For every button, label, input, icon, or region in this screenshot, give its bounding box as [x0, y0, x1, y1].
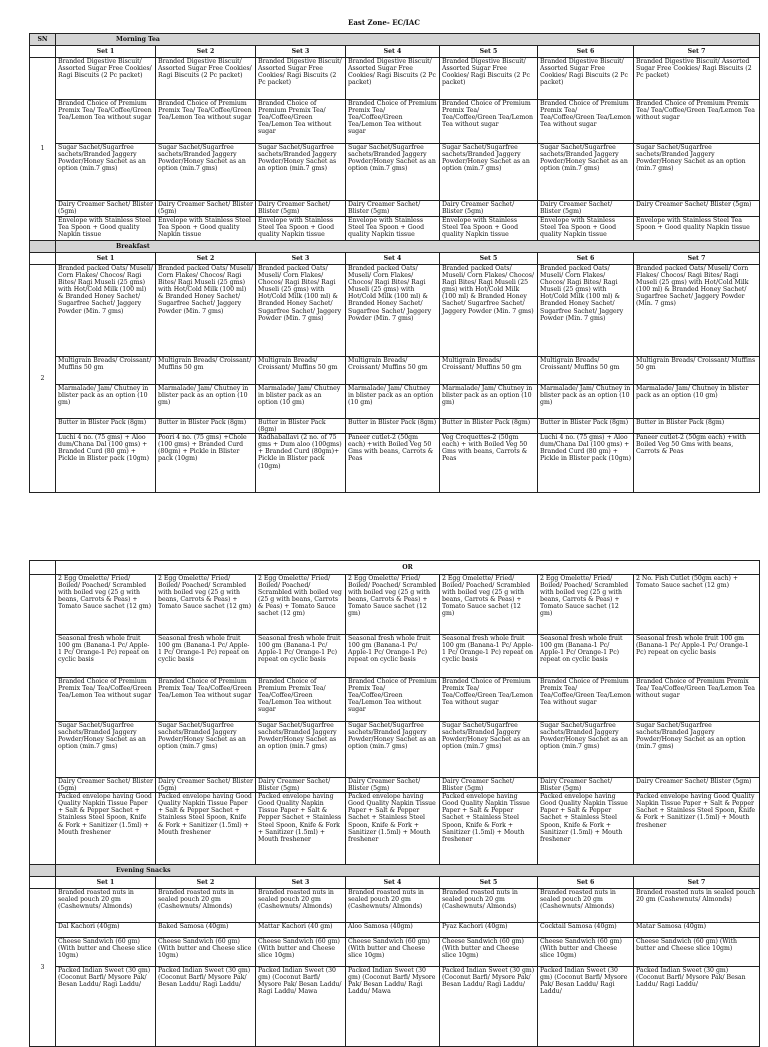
serial-number-cell: 3: [30, 889, 56, 1047]
menu-item-cell: Envelope with Stainless Steel Tea Spoon + Good quality Napkin tissue: [538, 217, 634, 241]
set-header-cell: Set 2: [156, 877, 256, 889]
menu-item-cell: Mattar Kachori (40 gm): [256, 923, 346, 938]
menu-item-cell: Sugar Sachet/Sugarfree sachets/Branded Jaggery Powder/Honey Sachet as an option (min.7 gms): [156, 722, 256, 778]
menu-item-cell: Veg Croquettes-2 (50gm each) + with Boiled Veg 50 Gms with beans, Carrots & Peas: [440, 434, 538, 493]
menu-item-cell: Butter in Blister Pack (8gm): [256, 419, 346, 434]
menu-item-cell: Paneer cutlet-2 (50gm each) +with Boiled Veg 50 Gms with beans, Carrots & Peas: [634, 434, 760, 493]
menu-item-cell: Sugar Sachet/Sugarfree sachets/Branded Jaggery Powder/Honey Sachet as an option (min.7 gms): [256, 144, 346, 201]
set-header-cell: Set 4: [346, 253, 440, 265]
section-title: Breakfast: [56, 241, 760, 253]
menu-item-cell: Branded Choice of Premium Premix Tea/ Tea/Coffee/Green Tea/Lemon Tea without sugar: [156, 678, 256, 722]
menu-item-cell: Branded Digestive Biscuit/ Assorted Sugar Free Cookies/ Ragi Biscuits (2 Pc packet): [538, 58, 634, 100]
menu-item-cell: Dairy Creamer Sachet/ Blister (5gm): [56, 778, 156, 793]
menu-item-cell: Seasonal fresh whole fruit 100 gm (Banana-1 Pc/ Apple-1 Pc/ Orange-1 Pc) repeat on cyclic basis: [538, 635, 634, 678]
menu-item-cell: Multigrain Breads/ Croissant/ Muffins 50 gm: [346, 357, 440, 385]
menu-item-cell: Dairy Creamer Sachet/ Blister (5gm): [634, 201, 760, 217]
set-header-cell: Set 4: [346, 46, 440, 58]
sn-header-cell: [30, 241, 56, 253]
set-header-row: [30, 253, 760, 265]
menu-item-row: [30, 938, 760, 967]
menu-item-cell: 2 No. Fish Cutlet (50gm each) + Tomato Sauce sachet (12 gm): [634, 575, 760, 635]
set-header-cell: Set 6: [538, 877, 634, 889]
sn-cell: [30, 253, 56, 265]
menu-item-cell: Branded Digestive Biscuit/ Assorted Sugar Free Cookies/ Ragi Biscuits (2 Pc packet): [156, 58, 256, 100]
menu-item-row: [30, 923, 760, 938]
menu-item-cell: Sugar Sachet/Sugarfree sachets/Branded Jaggery Powder/Honey Sachet as an option (min.7 gms): [56, 722, 156, 778]
menu-item-cell: Envelope with Stainless Steel Tea Spoon + Good quality Napkin tissue: [56, 217, 156, 241]
serial-number-cell: [30, 575, 56, 865]
menu-table-top: [29, 33, 760, 493]
menu-item-cell: Branded roasted nuts in sealed pouch 20 gm (Cashewnuts/ Almonds): [538, 889, 634, 923]
menu-item-cell: Packed envelope having Good Quality Napkin Tissue Paper + Salt & Pepper Sachet + Stainless Steel Spoon, Knife & Fork + Sanitizer (1.5ml) + Mouth freshener: [156, 793, 256, 865]
set-header-cell: Set 5: [440, 877, 538, 889]
menu-item-cell: Cheese Sandwich (60 gm) (With butter and Cheese slice 10gm): [56, 938, 156, 967]
sn-cell: [30, 877, 56, 889]
menu-item-cell: Packed Indian Sweet (30 gm) (Coconut Barfi/ Mysore Pak/ Besan Laddu/ Ragi Laddu/: [440, 967, 538, 1047]
menu-item-cell: Packed Indian Sweet (30 gm) (Coconut Barfi/ Mysore Pak/ Besan Laddu/ Ragi Laddu/ Mawa: [346, 967, 440, 1047]
menu-item-cell: Sugar Sachet/Sugarfree sachets/Branded Jaggery Powder/Honey Sachet as an option (min.7 gms): [346, 722, 440, 778]
menu-item-cell: Cheese Sandwich (60 gm) (With butter and Cheese slice 10gm): [346, 938, 440, 967]
menu-item-cell: Branded packed Oats/ Museli/ Corn Flakes/ Chocos/ Ragi Bites/ Ragi Museli (25 gms) with Hot/Cold Milk (100 ml) & Branded Honey Sachet/ Sugarfree Sachet/ Jaggery Powder (Min. 7 gms): [346, 265, 440, 357]
menu-item-cell: 2 Egg Omelette/ Fried/ Boiled/ Poached/ Scrambled with boiled veg (25 g with beans, Carrots & Peas) + Tomato Sauce sachet (12 gm): [346, 575, 440, 635]
menu-item-cell: Marmalade/ Jam/ Chutney in blister pack as an option (10 gm): [346, 385, 440, 419]
section-title: Evening Snacks: [56, 865, 760, 877]
section-header-row: [30, 865, 760, 877]
or-label: OR: [56, 561, 760, 575]
menu-item-cell: Dairy Creamer Sachet/ Blister (5gm): [346, 201, 440, 217]
menu-item-row: [30, 434, 760, 493]
set-header-cell: Set 5: [440, 253, 538, 265]
menu-item-cell: Butter in Blister Pack (8gm): [156, 419, 256, 434]
menu-item-cell: Dairy Creamer Sachet/ Blister (5gm): [440, 778, 538, 793]
menu-item-cell: Branded Choice of Premium Premix Tea/ Tea/Coffee/Green Tea/Lemon Tea without sugar: [634, 678, 760, 722]
page-title: East Zone- EC/IAC: [348, 18, 420, 27]
menu-item-cell: Sugar Sachet/Sugarfree sachets/Branded Jaggery Powder/Honey Sachet as an option (min.7 gms): [538, 722, 634, 778]
menu-item-row: [30, 793, 760, 865]
menu-item-cell: Multigrain Breads/ Croissant/ Muffins 50 gm: [56, 357, 156, 385]
menu-item-cell: Branded Choice of Premium Premix Tea/ Tea/Coffee/Green Tea/Lemon Tea without sugar: [440, 100, 538, 144]
menu-item-cell: Butter in Blister Pack (8gm): [538, 419, 634, 434]
menu-item-cell: Multigrain Breads/ Croissant/ Muffins 50 gm: [440, 357, 538, 385]
menu-item-row: [30, 201, 760, 217]
menu-item-cell: Packed Indian Sweet (30 gm) (Coconut Barfi/ Mysore Pak/ Besan Laddu/ Ragi Laddu/: [634, 967, 760, 1047]
menu-item-cell: Envelope with Stainless Steel Tea Spoon + Good quality Napkin tissue: [634, 217, 760, 241]
menu-item-cell: Packed envelope having Good Quality Napkin Tissue Paper + Salt & Pepper Sachet + Stainless Steel Spoon, Knife & Fork + Sanitizer (1.5ml) + Mouth freshener: [440, 793, 538, 865]
section-header-row: [30, 34, 760, 46]
menu-item-cell: Dairy Creamer Sachet/ Blister (5gm): [538, 778, 634, 793]
menu-item-row: [30, 265, 760, 357]
set-header-cell: Set 5: [440, 46, 538, 58]
or-row: [30, 561, 760, 575]
menu-item-cell: Baked Samosa (40gm): [156, 923, 256, 938]
menu-item-cell: Envelope with Stainless Steel Tea Spoon + Good quality Napkin tissue: [256, 217, 346, 241]
set-header-cell: Set 7: [634, 877, 760, 889]
menu-item-cell: Butter in Blister Pack (8gm): [634, 419, 760, 434]
menu-item-cell: Butter in Blister Pack (8gm): [440, 419, 538, 434]
menu-item-cell: Branded Choice of Premium Premix Tea/ Tea/Coffee/Green Tea/Lemon Tea without sugar: [56, 100, 156, 144]
menu-item-cell: Butter in Blister Pack (8gm): [346, 419, 440, 434]
menu-item-cell: Dairy Creamer Sachet/ Blister (5gm): [346, 778, 440, 793]
menu-item-cell: Dairy Creamer Sachet/ Blister (5gm): [634, 778, 760, 793]
sn-header-cell: [30, 865, 56, 877]
menu-item-cell: Sugar Sachet/Sugarfree sachets/Branded Jaggery Powder/Honey Sachet as an option (min.7 gms): [440, 722, 538, 778]
menu-item-cell: Branded Choice of Premium Premix Tea/ Tea/Coffee/Green Tea/Lemon Tea without sugar: [256, 678, 346, 722]
menu-item-cell: Branded roasted nuts in sealed pouch 20 gm (Cashewnuts/ Almonds): [346, 889, 440, 923]
menu-item-cell: Branded roasted nuts in sealed pouch 20 gm (Cashewnuts/ Almonds): [440, 889, 538, 923]
menu-item-cell: Envelope with Stainless Steel Tea Spoon + Good quality Napkin tissue: [156, 217, 256, 241]
menu-item-cell: Multigrain Breads/ Croissant/ Muffins 50 gm: [256, 357, 346, 385]
menu-item-cell: Branded Choice of Premium Premix Tea/ Tea/Coffee/Green Tea/Lemon Tea without sugar: [440, 678, 538, 722]
menu-item-cell: Branded Choice of Premium Premix Tea/ Tea/Coffee/Green Tea/Lemon Tea without sugar: [346, 678, 440, 722]
menu-item-cell: Packed envelope having Good Quality Napkin Tissue Paper + Salt & Pepper Sachet + Stainless Steel Spoon, Knife & Fork + Sanitizer (1.5ml) + Mouth freshener: [538, 793, 634, 865]
menu-item-cell: 2 Egg Omelette/ Fried/ Boiled/ Poached/ Scrambled with boiled veg (25 g with beans, Carrots & Peas) + Tomato Sauce sachet (12 gm): [256, 575, 346, 635]
menu-item-cell: Cheese Sandwich (60 gm) (With butter and Cheese slice 10gm): [440, 938, 538, 967]
set-header-cell: Set 1: [56, 253, 156, 265]
menu-item-cell: Branded Choice of Premium Premix Tea/ Tea/Coffee/Green Tea/Lemon Tea without sugar: [156, 100, 256, 144]
menu-item-row: [30, 58, 760, 100]
menu-item-cell: Branded Digestive Biscuit/ Assorted Sugar Free Cookies/ Ragi Biscuits (2 Pc packet): [634, 58, 760, 100]
menu-item-cell: Sugar Sachet/Sugarfree sachets/Branded Jaggery Powder/Honey Sachet as an option (min.7 gms): [634, 144, 760, 201]
menu-item-cell: Seasonal fresh whole fruit 100 gm (Banana-1 Pc/ Apple-1 Pc/ Orange-1 Pc) repeat on cyclic basis: [440, 635, 538, 678]
menu-item-cell: Branded Digestive Biscuit/ Assorted Sugar Free Cookies/ Ragi Biscuits (2 Pc packet): [256, 58, 346, 100]
menu-item-cell: Marmalade/ Jam/ Chutney in blister pack as an option (10 gm): [538, 385, 634, 419]
menu-item-cell: Branded packed Oats/ Museli/ Corn Flakes/ Chocos/ Ragi Bites/ Ragi Museli (25 gms) with Hot/Cold Milk (100 ml) & Branded Honey Sachet/ Sugarfree Sachet/ Jaggery Powder (Min. 7 gms): [156, 265, 256, 357]
menu-item-cell: Envelope with Stainless Steel Tea Spoon + Good quality Napkin tissue: [440, 217, 538, 241]
menu-item-cell: Packed Indian Sweet (30 gm) (Coconut Barfi/ Mysore Pak/ Besan Laddu/ Ragi Laddu/: [56, 967, 156, 1047]
menu-item-cell: Cocktail Samosa (40gm): [538, 923, 634, 938]
set-header-cell: Set 7: [634, 253, 760, 265]
menu-item-cell: Sugar Sachet/Sugarfree sachets/Branded Jaggery Powder/Honey Sachet as an option (min.7 gms): [256, 722, 346, 778]
set-header-cell: Set 3: [256, 253, 346, 265]
menu-item-cell: Sugar Sachet/Sugarfree sachets/Branded Jaggery Powder/Honey Sachet as an option (min.7 gms): [538, 144, 634, 201]
menu-item-cell: Cheese Sandwich (60 gm) (With butter and Cheese slice 10gm): [256, 938, 346, 967]
menu-item-cell: Packed envelope having Good Quality Napkin Tissue Paper + Salt & Pepper Sachet + Stainless Steel Spoon, Knife & Fork + Sanitizer (1.5ml) + Mouth freshener: [346, 793, 440, 865]
menu-item-row: [30, 357, 760, 385]
menu-item-cell: Dal Kachori (40gm): [56, 923, 156, 938]
menu-item-cell: Sugar Sachet/Sugarfree sachets/Branded Jaggery Powder/Honey Sachet as an option (min.7 gms): [634, 722, 760, 778]
menu-item-cell: 2 Egg Omelette/ Fried/ Boiled/ Poached/ Scrambled with boiled veg (25 g with beans, Carrots & Peas) + Tomato Sauce sachet (12 gm): [538, 575, 634, 635]
menu-item-cell: Branded packed Oats/ Museli/ Corn Flakes/ Chocos/ Ragi Bites/ Ragi Museli (25 gms) with Hot/Cold Milk (100 ml) & Branded Honey Sachet/ Sugarfree Sachet/ Jaggery Powder (Min. 7 gms): [256, 265, 346, 357]
menu-item-cell: Luchi 4 no. (75 gms) + Aloo dum/Chana Dal (100 gms) + Branded Curd (80 gm) + Pickle in Blister pack (10gm): [56, 434, 156, 493]
menu-item-cell: Dairy Creamer Sachet/ Blister (5gm): [256, 201, 346, 217]
set-header-cell: Set 3: [256, 46, 346, 58]
menu-item-cell: Cheese Sandwich (60 gm) (With butter and Cheese slice 10gm): [538, 938, 634, 967]
menu-item-cell: Radhaballavi (2 no. of 75 gms + Dum aloo (100gms) + Branded Curd (80gm)+ Pickle in Blister pack (10gm): [256, 434, 346, 493]
menu-item-cell: Marmalade/ Jam/ Chutney in blister pack as an option (10 gm): [56, 385, 156, 419]
menu-item-cell: Dairy Creamer Sachet/ Blister (5gm): [256, 778, 346, 793]
menu-item-row: [30, 967, 760, 1047]
menu-item-cell: 2 Egg Omelette/ Fried/ Boiled/ Poached/ Scrambled with boiled veg (25 g with beans, Carrots & Peas) + Tomato Sauce sachet (12 gm): [440, 575, 538, 635]
menu-item-cell: Multigrain Breads/ Croissant/ Muffins 50 gm: [634, 357, 760, 385]
menu-item-cell: Marmalade/ Jam/ Chutney in blister pack as an option (10 gm): [440, 385, 538, 419]
menu-item-cell: Branded Digestive Biscuit/ Assorted Sugar Free Cookies/ Ragi Biscuits (2 Pc packet): [56, 58, 156, 100]
menu-item-cell: Sugar Sachet/Sugarfree sachets/Branded Jaggery Powder/Honey Sachet as an option (min.7 gms): [346, 144, 440, 201]
menu-item-cell: Branded Choice of Premium Premix Tea/ Tea/Coffee/Green Tea/Lemon Tea without sugar: [56, 678, 156, 722]
menu-item-cell: Seasonal fresh whole fruit 100 gm (Banana-1 Pc/ Apple-1 Pc/ Orange-1 Pc) repeat on cyclic basis: [156, 635, 256, 678]
menu-item-row: [30, 889, 760, 923]
menu-item-cell: Marmalade/ Jam/ Chutney in blister pack as an option (10 gm): [634, 385, 760, 419]
menu-item-cell: Packed envelope having Good Quality Napkin Tissue Paper + Salt & Pepper Sachet + Stainless Steel Spoon, Knife & Fork + Sanitizer (1.5ml) + Mouth freshener: [256, 793, 346, 865]
menu-item-cell: Branded roasted nuts in sealed pouch 20 gm (Cashewnuts/ Almonds): [634, 889, 760, 923]
set-header-cell: Set 7: [634, 46, 760, 58]
menu-item-cell: Dairy Creamer Sachet/ Blister (5gm): [538, 201, 634, 217]
menu-item-cell: Sugar Sachet/Sugarfree sachets/Branded Jaggery Powder/Honey Sachet as an option (min.7 gms): [156, 144, 256, 201]
menu-item-row: [30, 778, 760, 793]
menu-item-cell: Branded Choice of Premium Premix Tea/ Tea/Coffee/Green Tea/Lemon Tea without sugar: [256, 100, 346, 144]
menu-item-cell: Seasonal fresh whole fruit 100 gm (Banana-1 Pc/ Apple-1 Pc/ Orange-1 Pc) repeat on cyclic basis: [256, 635, 346, 678]
menu-item-cell: Branded packed Oats/ Museli/ Corn Flakes/ Chocos/ Ragi Bites/ Ragi Museli (25 gms) with Hot/Cold Milk (100 ml) & Branded Honey Sachet/ Sugarfree Sachet/ Jaggery Powder (Min. 7 gms): [56, 265, 156, 357]
menu-item-cell: Packed envelope having Good Quality Napkin Tissue Paper + Salt & Pepper Sachet + Stainless Steel Spoon, Knife & Fork + Sanitizer (1.5ml) + Mouth freshener: [634, 793, 760, 865]
menu-item-row: [30, 217, 760, 241]
menu-item-cell: Paneer cutlet-2 (50gm each) +with Boiled Veg 50 Gms with beans, Carrots & Peas: [346, 434, 440, 493]
menu-item-cell: Branded Choice of Premium Premix Tea/ Tea/Coffee/Green Tea/Lemon Tea without sugar: [538, 100, 634, 144]
menu-table-bottom: [29, 560, 760, 1047]
menu-item-cell: Marmalade/ Jam/ Chutney in blister pack as an option (10 gm): [256, 385, 346, 419]
menu-item-cell: Multigrain Breads/ Croissant/ Muffins 50 gm: [538, 357, 634, 385]
menu-item-row: [30, 722, 760, 778]
menu-item-cell: Branded Digestive Biscuit/ Assorted Sugar Free Cookies/ Ragi Biscuits (2 Pc packet): [440, 58, 538, 100]
menu-item-cell: Multigrain Breads/ Croissant/ Muffins 50 gm: [156, 357, 256, 385]
menu-item-cell: Packed Indian Sweet (30 gm) (Coconut Barfi/ Mysore Pak/ Besan Laddu/ Ragi Laddu/: [156, 967, 256, 1047]
set-header-cell: Set 1: [56, 46, 156, 58]
set-header-cell: Set 1: [56, 877, 156, 889]
menu-item-cell: Branded roasted nuts in sealed pouch 20 gm (Cashewnuts/ Almonds): [156, 889, 256, 923]
menu-item-row: [30, 419, 760, 434]
section-title: Morning Tea: [56, 34, 760, 46]
menu-item-cell: Branded Choice of Premium Premix Tea/ Tea/Coffee/Green Tea/Lemon Tea without sugar: [634, 100, 760, 144]
menu-item-cell: Aloo Samosa (40gm): [346, 923, 440, 938]
menu-item-cell: Dairy Creamer Sachet/ Blister (5gm): [156, 778, 256, 793]
menu-item-row: [30, 385, 760, 419]
sn-cell: [30, 46, 56, 58]
menu-item-cell: Cheese Sandwich (60 gm) (With butter and Cheese slice 10gm): [156, 938, 256, 967]
menu-item-row: [30, 635, 760, 678]
menu-item-cell: Seasonal fresh whole fruit 100 gm (Banana-1 Pc/ Apple-1 Pc/ Orange-1 Pc) repeat on cyclic basis: [56, 635, 156, 678]
menu-item-cell: Packed envelope having Good Quality Napkin Tissue Paper + Salt & Pepper Sachet + Stainless Steel Spoon, Knife & Fork + Sanitizer (1.5ml) + Mouth freshener: [56, 793, 156, 865]
menu-item-cell: Packed Indian Sweet (30 gm) (Coconut Barfi/ Mysore Pak/ Besan Laddu/ Ragi Laddu/ Mawa: [256, 967, 346, 1047]
menu-item-cell: Branded roasted nuts in sealed pouch 20 gm (Cashewnuts/ Almonds): [256, 889, 346, 923]
menu-item-row: [30, 144, 760, 201]
serial-number-cell: 1: [30, 58, 56, 241]
set-header-cell: Set 6: [538, 253, 634, 265]
menu-item-row: [30, 100, 760, 144]
sn-cell: [30, 561, 56, 575]
menu-item-cell: 2 Egg Omelette/ Fried/ Boiled/ Poached/ Scrambled with boiled veg (25 g with beans, Carrots & Peas) + Tomato Sauce sachet (12 gm): [156, 575, 256, 635]
menu-item-cell: Luchi 4 no. (75 gms) + Aloo dum/Chana Dal (100 gms) + Branded Curd (80 gm) + Pickle in Blister pack (10gm): [538, 434, 634, 493]
menu-item-cell: Matar Samosa (40gm): [634, 923, 760, 938]
menu-item-cell: 2 Egg Omelette/ Fried/ Boiled/ Poached/ Scrambled with boiled veg (25 g with beans, Carrots & Peas) + Tomato Sauce sachet (12 gm): [56, 575, 156, 635]
menu-item-cell: Envelope with Stainless Steel Tea Spoon + Good quality Napkin tissue: [346, 217, 440, 241]
menu-item-cell: Sugar Sachet/Sugarfree sachets/Branded Jaggery Powder/Honey Sachet as an option (min.7 gms): [440, 144, 538, 201]
set-header-cell: Set 4: [346, 877, 440, 889]
menu-item-cell: Marmalade/ Jam/ Chutney in blister pack as an option (10 gm): [156, 385, 256, 419]
menu-item-row: [30, 678, 760, 722]
menu-item-cell: Seasonal fresh whole fruit 100 gm (Banana-1 Pc/ Apple-1 Pc/ Orange-1 Pc) repeat on cyclic basis: [634, 635, 760, 678]
set-header-cell: Set 6: [538, 46, 634, 58]
menu-item-cell: Butter in Blister Pack (8gm): [56, 419, 156, 434]
section-header-row: [30, 241, 760, 253]
menu-item-cell: Dairy Creamer Sachet/ Blister (5gm): [156, 201, 256, 217]
menu-item-cell: Dairy Creamer Sachet/ Blister (5gm): [440, 201, 538, 217]
sn-header-cell: SN: [30, 34, 56, 46]
menu-item-cell: Branded roasted nuts in sealed pouch 20 gm (Cashewnuts/ Almonds): [56, 889, 156, 923]
set-header-row: [30, 46, 760, 58]
set-header-row: [30, 877, 760, 889]
menu-item-cell: Seasonal fresh whole fruit 100 gm (Banana-1 Pc/ Apple-1 Pc/ Orange-1 Pc) repeat on cyclic basis: [346, 635, 440, 678]
menu-item-cell: Sugar Sachet/Sugarfree sachets/Branded Jaggery Powder/Honey Sachet as an option (min.7 gms): [56, 144, 156, 201]
menu-item-cell: Packed Indian Sweet (30 gm) (Coconut Barfi/ Mysore Pak/ Besan Laddu/ Ragi Laddu/: [538, 967, 634, 1047]
menu-item-cell: Branded Choice of Premium Premix Tea/ Tea/Coffee/Green Tea/Lemon Tea without sugar: [346, 100, 440, 144]
serial-number-cell: 2: [30, 265, 56, 493]
set-header-cell: Set 2: [156, 46, 256, 58]
menu-item-cell: Pyaz Kachori (40gm): [440, 923, 538, 938]
set-header-cell: Set 2: [156, 253, 256, 265]
menu-item-cell: Dairy Creamer Sachet/ Blister (5gm): [56, 201, 156, 217]
menu-item-row: [30, 575, 760, 635]
set-header-cell: Set 3: [256, 877, 346, 889]
menu-item-cell: Branded packed Oats/ Museli/ Corn Flakes/ Chocos/ Ragi Bites/ Ragi Museli (25 gms) with Hot/Cold Milk (100 ml) & Branded Honey Sachet/ Sugarfree Sachet/ Jaggery Powder (Min. 7 gms): [440, 265, 538, 357]
menu-item-cell: Branded packed Oats/ Museli/ Corn Flakes/ Chocos/ Ragi Bites/ Ragi Museli (25 gms) with Hot/Cold Milk (100 ml) & Branded Honey Sachet/ Sugarfree Sachet/ Jaggery Powder (Min. 7 gms): [538, 265, 634, 357]
menu-item-cell: Cheese Sandwich (60 gm) (With butter and Cheese slice 10gm): [634, 938, 760, 967]
menu-item-cell: Branded Choice of Premium Premix Tea/ Tea/Coffee/Green Tea/Lemon Tea without sugar: [538, 678, 634, 722]
menu-item-cell: Poori 4 no. (75 gms) +Chole (100 gms) + Branded Curd (80gm) + Pickle in Blister pack (10gm): [156, 434, 256, 493]
menu-item-cell: Branded Digestive Biscuit/ Assorted Sugar Free Cookies/ Ragi Biscuits (2 Pc packet): [346, 58, 440, 100]
menu-item-cell: Branded packed Oats/ Museli/ Corn Flakes/ Chocos/ Ragi Bites/ Ragi Museli (25 gms) with Hot/Cold Milk (100 ml) & Branded Honey Sachet/ Sugarfree Sachet/ Jaggery Powder (Min. 7 gms): [634, 265, 760, 357]
